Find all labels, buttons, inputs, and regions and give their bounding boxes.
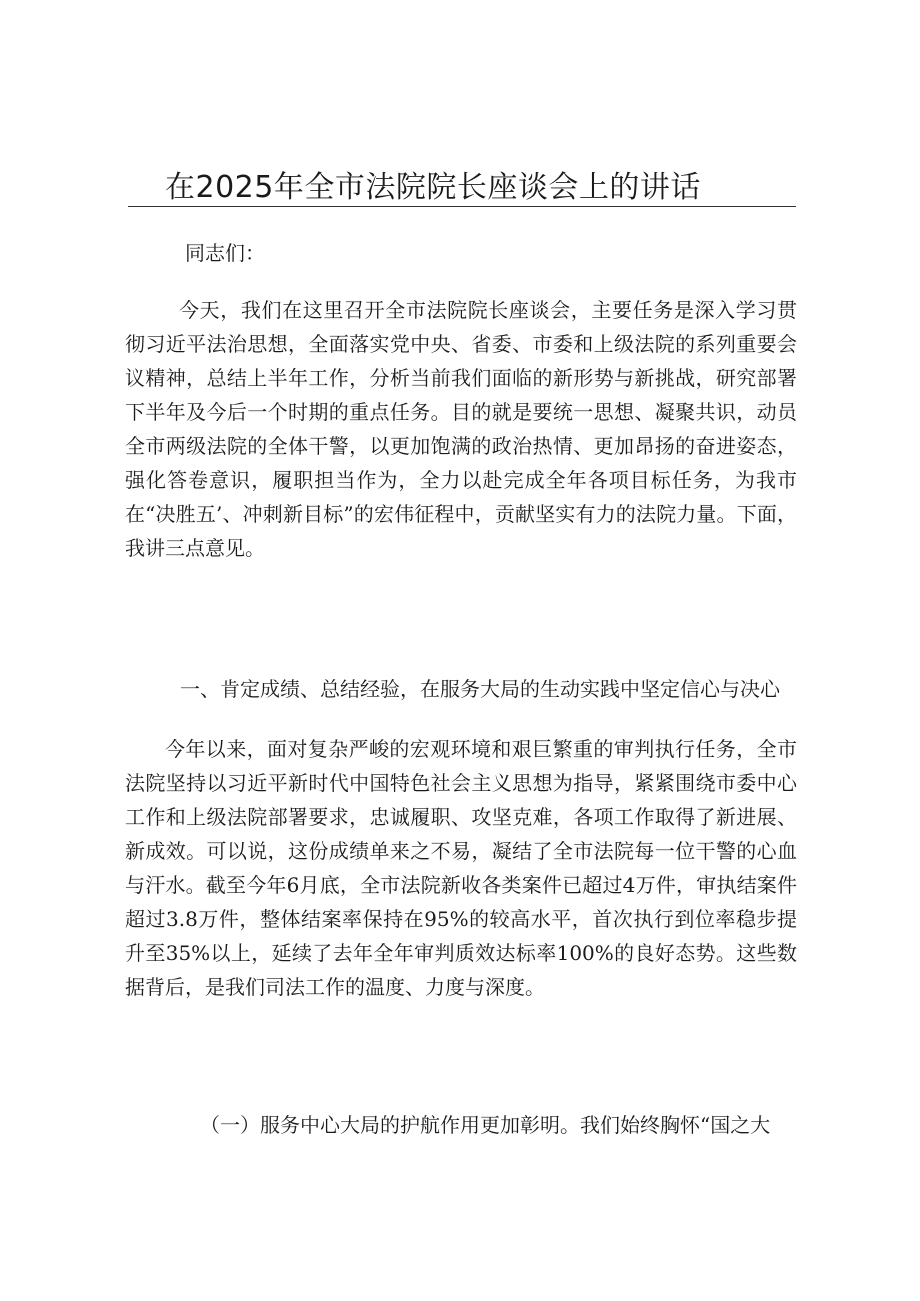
document-title: 在2025年全市法院院长座谈会上的讲话 <box>165 170 701 205</box>
subsection-heading-1: （一）服务中心大局的护航作用更加彰明。我们始终胸怀“国之大 <box>200 1113 771 1137</box>
title-underline <box>128 206 796 207</box>
section-heading-1: 一、肯定成绩、总结经验，在服务大局的生动实践中坚定信心与决心 <box>180 677 780 701</box>
greeting: 同志们： <box>185 241 265 265</box>
intro-paragraph: 今天，我们在这里召开全市法院院长座谈会，主要任务是深入学习贯彻习近平法治思想，全面落实党中央、省委、市委和上级法院的系列重要会议精神，总结上半年工作，分析当前我们面临的新形势与新挑战，研究部署下半年及今后一个时期的重点任务。目的就是要统一思想、凝聚共识，动员全市两级法院的全体干警，以更加饱满的政治热情、更加昂扬的奋进姿态，强化答卷意识，履职担当作为，全力以赴完成全年各项目标任务，为我市在“决胜五’、冲刺新目标”的宏伟征程中，贡献坚实有力的法院力量。下面，我讲三点意见。 <box>125 298 797 560</box>
achievements-paragraph: 今年以来，面对复杂严峻的宏观环境和艰巨繁重的审判执行任务，全市法院坚持以习近平新时代中国特色社会主义思想为指导，紧紧围绕市委中心工作和上级法院部署要求，忠诚履职、攻坚克难，各项工作取得了新进展、新成效。可以说，这份成绩单来之不易，凝结了全市法院每一位干警的心血与汗水。截至今年6月底，全市法院新收各类案件已超过4万件，审执结案件超过3.8万件，整体结案率保持在95%的较高水平，首次执行到位率稳步提升至35%以上，延续了去年全年审判质效达标率100%的良好态势。这些数据背后，是我们司法工作的温度、力度与深度。 <box>125 737 797 999</box>
